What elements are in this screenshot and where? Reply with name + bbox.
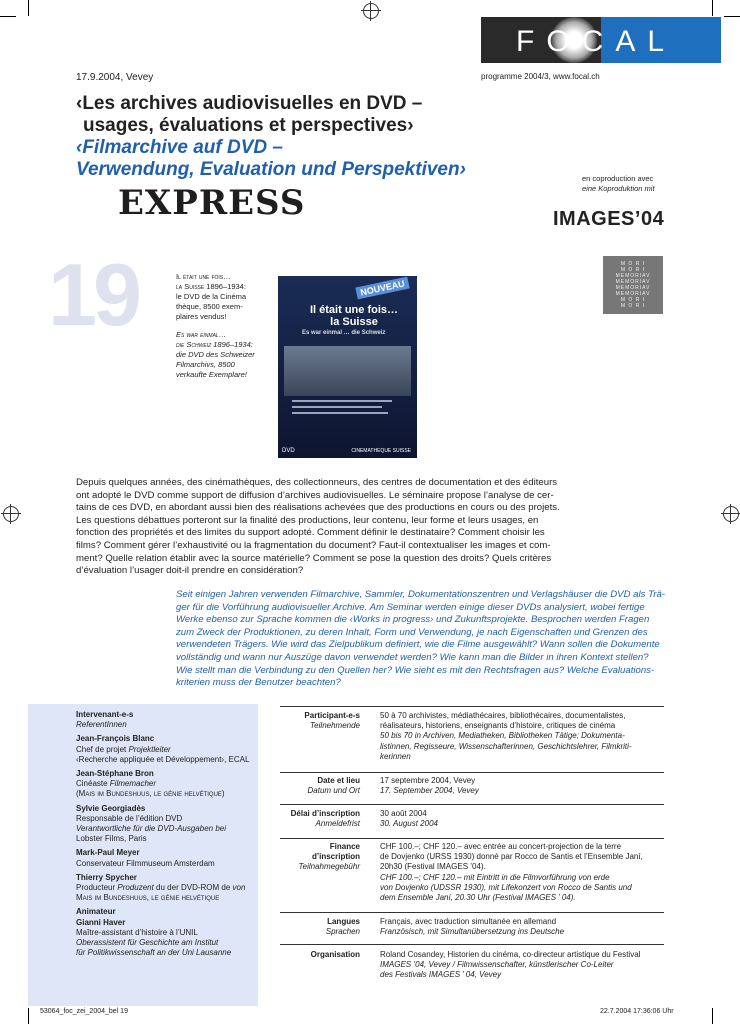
title-french-line: ‹Les archives audiovisuelles en DVD – [76, 93, 423, 114]
dvd-cover-photo [284, 346, 411, 396]
title-german [76, 137, 476, 181]
speaker-name: Gianni Haver [76, 917, 126, 927]
info-value-line: Roland Cosandey, Historien du cinéma, co-directeur artistique du Festival [380, 950, 641, 959]
crop-mark [28, 1008, 29, 1024]
info-value [380, 842, 664, 903]
info-value [380, 809, 664, 829]
memoriav-logo-line: M O R I [620, 267, 646, 273]
dvd-cover-title-line: la Suisse [330, 316, 378, 328]
info-value-line: des Festivals IMAGES ’ 04, Vevey [380, 970, 502, 980]
info-value-line: 30 août 2004 [380, 809, 427, 818]
speaker-role-fr: Cinéaste [76, 779, 110, 789]
paragraph-line: ger für die Vorführung audiovisueller Archive. Am Seminar werden einige dieser DVDs analysiert, wobei fertige [176, 601, 645, 613]
speaker-name: Sylvie Georgiadès [76, 803, 146, 813]
speaker-role [76, 745, 266, 755]
info-label [280, 950, 360, 960]
speakers-list [76, 710, 266, 958]
info-label [280, 917, 360, 937]
info-value [380, 711, 664, 762]
info-value-line: listinnen, Regisseure, Wissenschafterinnen, Geschichtslehrer, Filmkriti- [380, 741, 632, 751]
caption-line: le DVD de la Cinéma [176, 292, 247, 301]
paragraph-line: kriterien muss der Benutzer beachten? [176, 677, 341, 689]
moderator-heading: Animateur [76, 907, 116, 917]
info-label-de: Teilnehmende [310, 721, 360, 731]
info-value-line: de Dovjenko (URSS 1930) donné par Rocco de Santis et l’Ensemble Janí, [380, 852, 643, 862]
paragraph-line: Wie stellt man die Verbindung zu den Quellen her? Wie sieht es mit den Rechtsfragen aus? Welche Evaluations- [176, 664, 655, 676]
event-date: 17.9.2004, Vevey [76, 72, 154, 83]
info-row-deadline [280, 804, 664, 839]
speaker-role-fr: Producteur [76, 883, 118, 893]
speaker-role-de: Oberassistent für Geschichte am Institut [76, 938, 219, 948]
paragraph-line: zum Zweck der Produktionen, zu deren Inhalt, Form und Verwendung, je nach Eigenschaften und Grenzen des [176, 626, 648, 638]
info-value-line: IMAGES ’04, Vevey / Filmwissenschafter, künstlerischer Co-Leiter [380, 960, 614, 970]
paragraph-line: Les questions débattues porteront sur la finalité des productions, leur contenu, leur forme et leurs usages, en [76, 514, 539, 526]
dvd-cover-title [306, 304, 402, 328]
info-label [280, 711, 360, 731]
dvd-cover-image [278, 276, 417, 458]
info-label-de: Anmeldefrist [315, 819, 360, 829]
caption-line: Filmarchivs, 8500 [176, 360, 235, 369]
memoriav-logo-line: MEMORIAV [615, 273, 651, 279]
description-german [176, 589, 668, 690]
paragraph-line: Seit einigen Jahren verwenden Filmarchive, Sammler, Dokumentationszentren und Verlagshäuser die DVD als Trä- [176, 589, 665, 600]
title-german-line: ‹Filmarchive auf DVD – [76, 137, 283, 158]
info-row-participants [280, 706, 664, 773]
speaker-role: Conservateur Filmmuseum Amsterdam [76, 858, 215, 868]
speaker-affiliation: Lobster Films, Paris [76, 834, 147, 844]
caption-line: verkaufte Exemplare! [176, 370, 247, 379]
info-value-line: CHF 100.–; CHF 120.– avec entrée au concert-projection de la terre [380, 842, 622, 851]
dvd-cover-brand: CINEMATHEQUE SUISSE [351, 448, 411, 454]
speaker-role-de: Produzent [117, 883, 154, 893]
paragraph-line: vollständig und wann nur Auszüge davon verwendet werden? Wie kann man die Bilder in ihren Kontext stellen? [176, 651, 649, 663]
info-value-line: kerinnen [380, 751, 411, 761]
caption-line: die Schweiz 1896–1934: [176, 340, 253, 349]
speaker-role-de: Verantwortliche für die DVD-Ausgaben bei [76, 824, 227, 834]
speaker-affiliation: ‹Recherche appliquée et Développement›, ECAL [76, 754, 250, 764]
speakers-heading: Intervenant-e-s [76, 710, 134, 719]
info-value-line: von Dovjenko (UDSSR 1930), mit Lifekonzert von Rocco de Santis und [380, 882, 632, 892]
info-label-fr: Date et lieu [317, 776, 360, 785]
crop-mark [28, 0, 29, 16]
info-value-line: 50 bis 70 in Archiven, Mediatheken, Bibliotheken Tätige; Dokumenta- [380, 731, 625, 741]
memoriav-logo-line: M O R I [620, 303, 646, 309]
info-value [380, 917, 664, 937]
dvd-cover-text-block [292, 412, 388, 414]
info-label-de: Datum und Ort [307, 786, 360, 796]
dvd-cover-text-block [292, 400, 392, 402]
speaker-role-fr: Chef de projet [76, 744, 129, 754]
info-label [280, 809, 360, 829]
paragraph-line: tains de ces DVD, en abordant aussi bien des réalisations achevées que des productions en cours ou des projets. [76, 502, 560, 514]
focal-logo-text: FOCAL [516, 25, 677, 58]
registration-mark-icon [3, 506, 19, 522]
speakers-heading-de: ReferentInnen [76, 720, 127, 730]
dvd-cover-subtitle: Es war einmal … die Schweiz [302, 330, 386, 336]
dvd-caption [176, 272, 268, 380]
paragraph-line: ment? Quelle relation établir avec la source matérielle? Comment se pose la question des droits? Quels critères [76, 552, 552, 564]
caption-line: plaires vendus! [176, 312, 227, 321]
memoriav-logo-line: M O R I [620, 297, 646, 303]
speaker-affiliation: Mais im Bundeshuus, le génie helvétique [76, 893, 220, 903]
speaker-name: Jean-François Blanc [76, 734, 155, 744]
speaker-role-de: für Politikwissenschaft an der Uni Lausanne [76, 948, 232, 958]
info-value-line: Français, avec traduction simultanée en allemand [380, 917, 557, 926]
speaker-role-de: Filmemacher [109, 779, 157, 789]
issue-number: 19 [48, 245, 138, 344]
crop-mark [0, 16, 16, 17]
info-label [280, 842, 360, 873]
info-value-line: réalisateurs, historiens, enseignants d’histoire, critiques de cinéma [380, 721, 616, 731]
memoriav-logo-line: MEMORIAV [615, 279, 651, 285]
info-row-organisation [280, 944, 664, 993]
memoriav-logo-line: MEMORIAV [615, 291, 651, 297]
speaker-role: Responsable de l’édition DVD [76, 813, 183, 823]
info-value-line: 50 à 70 archivistes, médiathécaires, bibliothécaires, documentalistes, [380, 711, 626, 720]
caption-line: thèque, 8500 exem- [176, 302, 243, 311]
info-label [280, 776, 360, 796]
info-value-line: 17 septembre 2004, Vevey [380, 776, 476, 785]
registration-mark-icon [723, 506, 739, 522]
crop-mark [724, 16, 740, 17]
dvd-cover-title-line: Il était une fois… [309, 304, 398, 316]
caption-line: Il était une fois… [176, 272, 231, 281]
info-label-de: Sprachen [325, 927, 360, 937]
crop-mark [712, 1008, 713, 1024]
title-french [76, 93, 456, 137]
paragraph-line: d’évaluation l’usager doit-il prendre en considération? [76, 565, 304, 577]
caption-line: la Suisse 1896–1934: [176, 282, 246, 291]
speaker-role-de: Projektleiter [128, 744, 171, 754]
info-label-fr: Langues [327, 917, 360, 926]
info-row-fee [280, 838, 664, 913]
registration-mark-icon [363, 3, 379, 19]
info-label-fr: Organisation [310, 950, 360, 959]
info-value-line: CHF 100.–; CHF 120.– mit Eintritt in die Filmvorführung von erde [380, 872, 610, 882]
info-value [380, 950, 664, 981]
caption-line: die DVD des Schweizer [176, 350, 255, 359]
dvd-cover-text-block [292, 406, 382, 408]
images-festival-logo: IMAGES’04 [553, 208, 665, 230]
speaker-name: Mark-Paul Meyer [76, 848, 140, 858]
coproduction-note [582, 174, 655, 194]
description-french [76, 477, 564, 578]
info-row-date [280, 772, 664, 805]
speaker-affiliation: (Mais im Bundeshuus, le génie helvétique) [76, 789, 225, 799]
speaker-role-fr: du der DVD-ROM de [153, 883, 233, 893]
print-slug-timestamp: 22.7.2004 17:36:06 Uhr [600, 1008, 674, 1015]
info-label-fr: Finance d’inscription [312, 842, 360, 862]
paragraph-line: ont adopté le DVD comme support de diffusion d’archives audiovisuelles. Le séminaire propose l’analyse de cer- [76, 489, 554, 501]
crop-mark [712, 0, 713, 16]
info-row-languages [280, 912, 664, 945]
info-value-line: dem Ensemble Janí, 20.30 Uhr (Festival IMAGES ’ 04). [380, 893, 576, 903]
title-german-line: Verwendung, Evaluation und Perspektiven› [76, 159, 466, 180]
speaker-role [76, 883, 266, 893]
speaker-name: Jean-Stéphane Bron [76, 769, 154, 779]
paragraph-line: fonction des propriétés et des limites du support adopté. Comment définir le destinataire? Comment choisir les [76, 527, 545, 539]
paragraph-line: Depuis quelques années, des cinémathèques, des collectionneurs, des centres de documentation et des éditeurs [76, 477, 558, 488]
title-french-line: usages, évaluations et perspectives› [83, 115, 414, 136]
info-label-fr: Délai d’inscription [290, 809, 360, 818]
speaker-role [76, 779, 266, 789]
memoriav-logo-line: M O R I [620, 261, 646, 267]
express-logo: EXPRESS [118, 183, 306, 223]
speaker-role-de: von [232, 883, 246, 893]
caption-line: Es war einmal… [176, 330, 227, 339]
speaker-name: Thierry Spycher [76, 872, 137, 882]
memoriav-logo [603, 256, 663, 314]
dvd-cover-badge: NOUVEAU [355, 277, 409, 300]
info-value-line: 30. August 2004 [380, 819, 438, 829]
paragraph-line: verwendeten Trägers. Wie wird das Zielpublikum definiert, wie die Filme ausgewählt? Wann sollen die Dokumente [176, 639, 660, 651]
info-label-fr: Participant-e-s [304, 711, 360, 720]
info-value-line: 20h30 (Festival IMAGES ’04). [380, 862, 486, 872]
paragraph-line: films? Comment gérer l’exhaustivité ou la fragmentation du document? Faut-il contextualiser les images et com- [76, 539, 551, 551]
info-value-line: 17. September 2004, Vevey [380, 786, 479, 796]
info-value-line: Französisch, mit Simultanübersetzung ins Deutsche [380, 927, 565, 937]
coproduction-de: eine Koproduktion mit [582, 184, 655, 193]
info-value [380, 776, 664, 796]
coproduction-fr: en coproduction avec [582, 174, 654, 183]
programme-reference: programme 2004/3, www.focal.ch [481, 72, 600, 81]
dvd-cover-format: DVD [282, 448, 295, 454]
paragraph-line: Werke ebenso zur Sprache kommen die ‹Works in progress› und Zukunftsprojekte. Besprochen werden Fragen [176, 614, 650, 626]
speaker-role: Maître-assistant d’histoire à l’UNIL [76, 927, 198, 937]
focal-logo [481, 17, 721, 63]
info-label-de: Teilnahmegebühr [298, 862, 360, 872]
memoriav-logo-line: MEMORIAV [615, 285, 651, 291]
print-slug-file: 53064_foc_zei_2004_bel 19 [40, 1008, 128, 1015]
